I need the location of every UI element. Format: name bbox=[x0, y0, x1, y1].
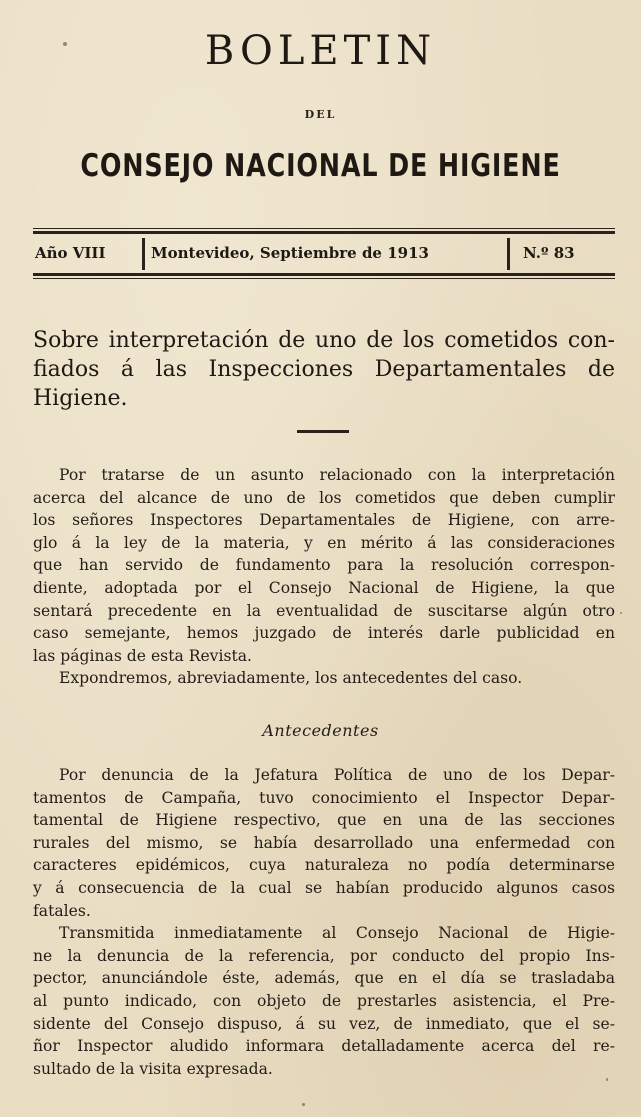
text-line: ñor Inspector aludido informara detalladamente acerca del re- bbox=[33, 1037, 615, 1056]
header-rule-top bbox=[33, 228, 615, 229]
text-line: Por tratarse de un asunto relacionado con la interpretación bbox=[59, 466, 615, 484]
text-line: diente, adoptada por el Consejo Nacional de Higiene, la que bbox=[33, 578, 615, 597]
article-title bbox=[33, 326, 615, 413]
issue-year: Año VIII bbox=[35, 244, 106, 262]
article-title-line: fiados á las Inspecciones Departamentales de bbox=[33, 357, 615, 382]
header-rule-bottom-thick bbox=[33, 273, 615, 276]
intro-paragraph bbox=[33, 464, 615, 690]
text-line: que han servido de fundamento para la resolución correspon- bbox=[33, 556, 615, 575]
paper-speck bbox=[63, 42, 67, 46]
text-line: caso semejante, hemos juzgado de interés darle publicidad en bbox=[33, 624, 615, 643]
text-line: los señores Inspectores Departamentales de Higiene, con arre- bbox=[33, 511, 615, 530]
text-line: tamentos de Campaña, tuvo conocimiento el Inspector Depar- bbox=[33, 788, 615, 807]
expose-line: Expondremos, abreviadamente, los antecedentes del caso. bbox=[59, 669, 523, 688]
paper-speck bbox=[620, 612, 622, 614]
text-line: fatales. bbox=[33, 901, 91, 920]
text-line: sultado de la visita expresada. bbox=[33, 1059, 273, 1078]
organization-name: CONSEJO NACIONAL DE HIGIENE bbox=[80, 148, 561, 184]
info-divider bbox=[142, 238, 145, 270]
text-line: tamental de Higiene respectivo, que en una de las secciones bbox=[33, 811, 615, 830]
paper-speck bbox=[302, 1103, 305, 1106]
info-divider bbox=[507, 238, 510, 270]
denuncia-paragraph bbox=[33, 764, 615, 1080]
text-line: acerca del alcance de uno de los cometidos que deben cumplir bbox=[33, 488, 615, 507]
issue-number: N.º 83 bbox=[523, 244, 575, 262]
paper-speck bbox=[606, 1078, 608, 1081]
article-title-line: Sobre interpretación de uno de los cometidos con- bbox=[33, 328, 615, 353]
text-line: Por denuncia de la Jefatura Política de uno de los Depar- bbox=[59, 766, 615, 784]
bulletin-connector: DEL bbox=[304, 108, 337, 121]
text-line: sentará precedente en la eventualidad de suscitarse algún otro bbox=[33, 601, 615, 620]
text-line: pector, anunciándole éste, además, que en el día se trasladaba bbox=[33, 969, 615, 988]
text-line: sidente del Consejo dispuso, á su vez, de inmediato, que el se- bbox=[33, 1014, 615, 1033]
section-heading: Antecedentes bbox=[262, 721, 379, 740]
article-title-line: Higiene. bbox=[33, 386, 128, 411]
issue-info-bar bbox=[33, 236, 615, 272]
text-line: y á consecuencia de la cual se habían producido algunos casos bbox=[33, 878, 615, 897]
title-divider bbox=[297, 430, 349, 433]
text-line: rurales del mismo, se había desarrollado una enfermedad con bbox=[33, 833, 615, 852]
text-line: Transmitida inmediatamente al Consejo Nacional de Higie- bbox=[59, 924, 615, 943]
bulletin-title: BOLETIN bbox=[204, 28, 437, 74]
header-rule-bottom bbox=[33, 278, 615, 279]
header-rule-top-thick bbox=[33, 231, 615, 234]
text-line: caracteres epidémicos, cuya naturaleza no podía determinarse bbox=[33, 856, 615, 875]
text-line: glo á la ley de la materia, y en mérito á las consideraciones bbox=[33, 533, 615, 552]
text-line: las páginas de esta Revista. bbox=[33, 646, 252, 665]
text-line: ne la denuncia de la referencia, por conducto del propio Ins- bbox=[33, 946, 615, 965]
text-line: al punto indicado, con objeto de prestarles asistencia, el Pre- bbox=[33, 991, 615, 1010]
issue-place-date: Montevideo, Septiembre de 1913 bbox=[151, 244, 429, 262]
